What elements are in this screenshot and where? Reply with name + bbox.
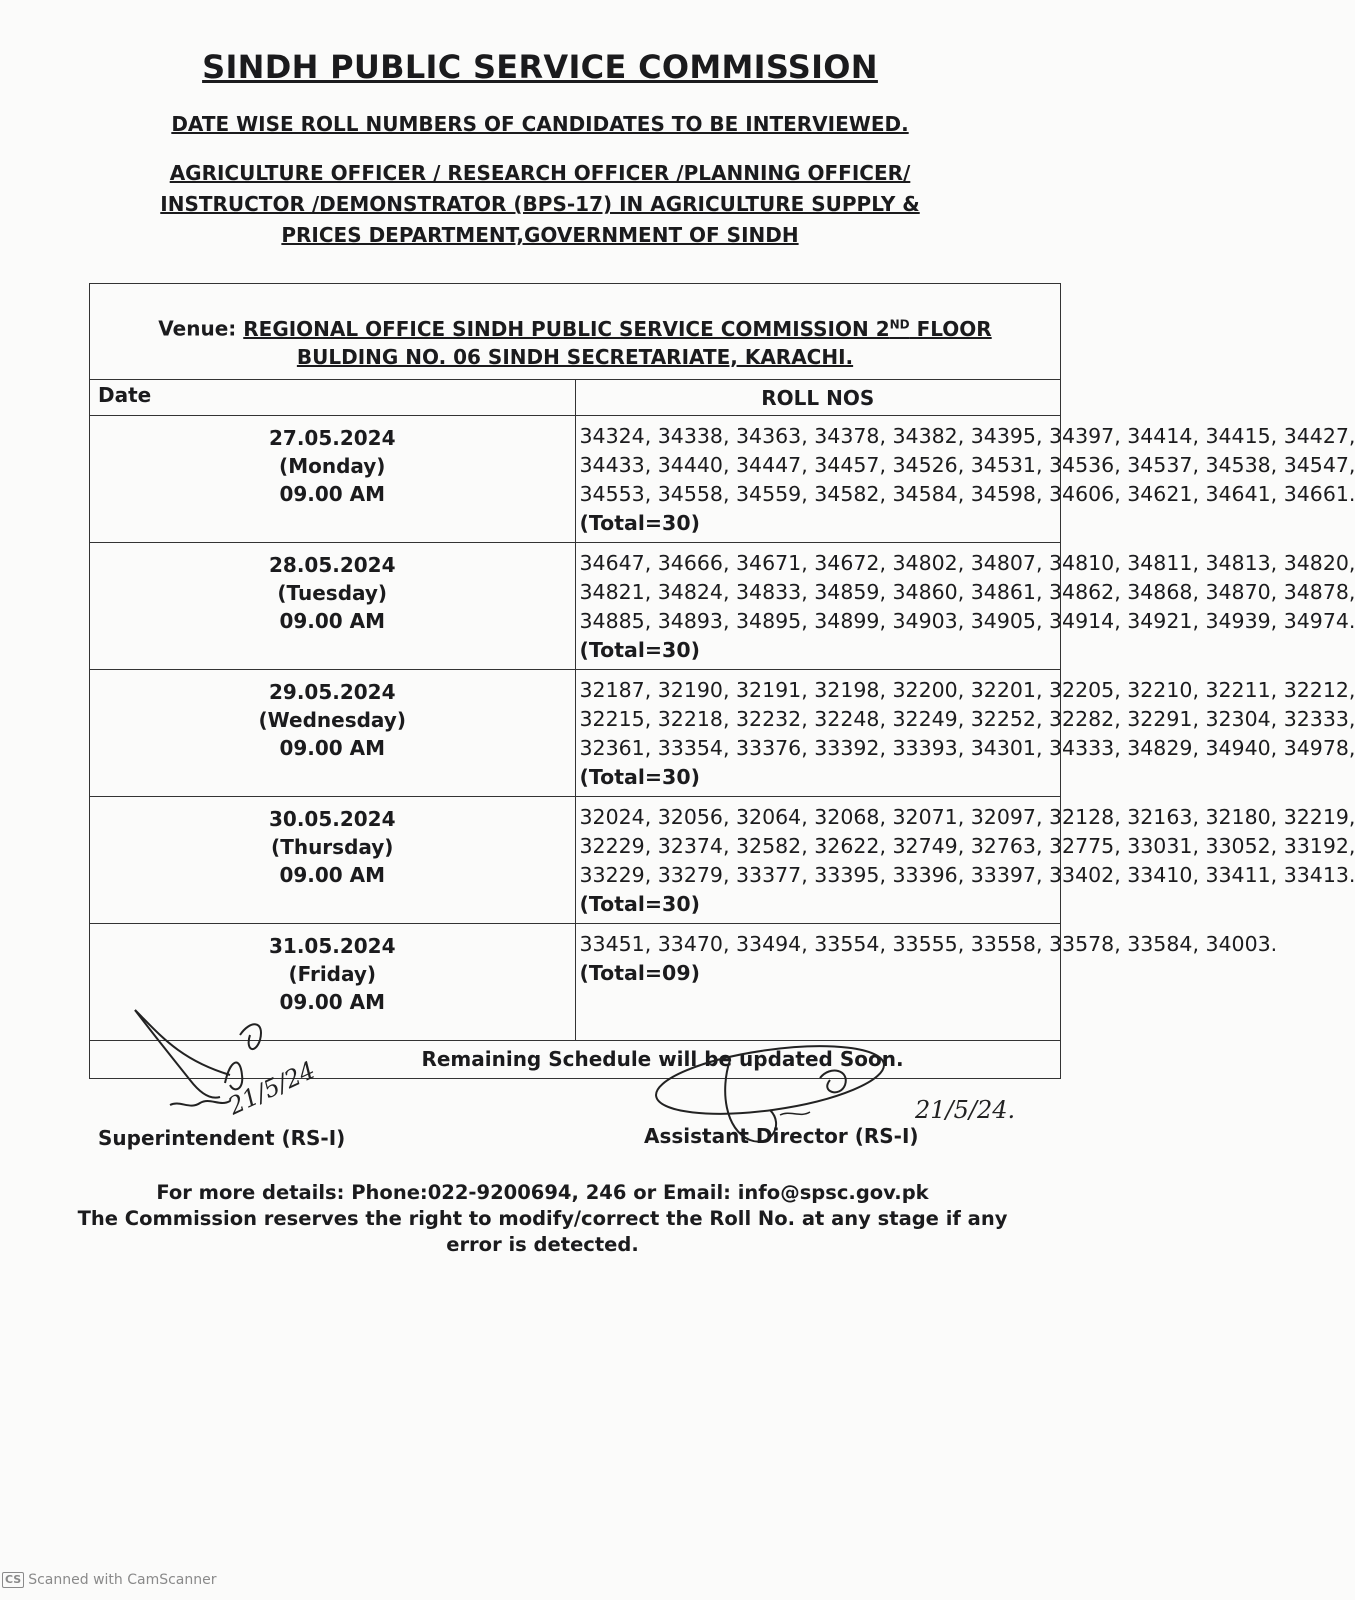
column-header-roll-nos: ROLL NOS [575,380,1061,416]
schedule-row [90,670,1061,797]
interview-schedule-table [89,283,1355,1079]
interview-time: 09.00 AM [279,482,386,506]
schedule-row [90,543,1061,670]
venue-line-1-sup: ND [889,317,910,331]
date-cell [90,543,576,670]
date-cell [90,797,576,924]
venue-label: Venue: [158,316,244,341]
roll-numbers-line: 33229, 33279, 33377, 33395, 33396, 33397, 33402, 33410, 33411, 33413. [579,863,1355,887]
interview-date: 28.05.2024 [268,553,396,577]
page-title: SINDH PUBLIC SERVICE COMMISSION [202,48,878,86]
roll-numbers-cell [575,924,1278,1041]
roll-numbers-line: 32024, 32056, 32064, 32068, 32071, 32097, 32128, 32163, 32180, 32219, [579,805,1355,829]
interview-day: (Wednesday) [258,708,406,732]
interview-time: 09.00 AM [279,863,386,887]
column-header-date: Date [90,380,576,416]
venue-line-1-end: FLOOR [909,316,992,341]
post-line-2: INSTRUCTOR /DEMONSTRATOR (BPS-17) IN AGRICULTURE SUPPLY & [160,192,920,216]
disclaimer-line-2: error is detected. [446,1233,639,1256]
assistant-director-label: Assistant Director (RS-I) [644,1124,919,1148]
camscanner-logo: CS [2,1572,24,1588]
contact-line: For more details: Phone:022-9200694, 246 or Email: info@spsc.gov.pk [156,1181,929,1204]
roll-numbers-line: 34647, 34666, 34671, 34672, 34802, 34807, 34810, 34811, 34813, 34820, [579,551,1355,575]
roll-numbers-line: 34885, 34893, 34895, 34899, 34903, 34905, 34914, 34921, 34939, 34974. [579,609,1355,633]
post-line-3: PRICES DEPARTMENT,GOVERNMENT OF SINDH [281,223,799,247]
disclaimer-line-1: The Commission reserves the right to modify/correct the Roll No. at any stage if any [77,1207,1008,1230]
interview-time: 09.00 AM [279,736,386,760]
total-count: (Total=09) [579,961,700,985]
schedule-row [90,416,1061,543]
venue-address-line-2: BULDING NO. 06 SINDH SECRETARIATE, KARACHI. [296,344,854,369]
roll-numbers-line: 32229, 32374, 32582, 32622, 32749, 32763, 32775, 33031, 33052, 33192, [579,834,1355,858]
venue-address-line-1 [243,317,991,341]
interview-day: (Monday) [279,454,386,478]
roll-numbers-cell [575,416,1355,543]
interview-date: 30.05.2024 [268,807,396,831]
schedule-rows [90,416,1355,1041]
note-text: Remaining Schedule will be updated Soon. [421,1047,904,1071]
total-count: (Total=30) [579,892,700,916]
interview-day: (Tuesday) [277,581,388,605]
camscanner-text: Scanned with CamScanner [28,1572,217,1588]
roll-numbers-line: 34324, 34338, 34363, 34378, 34382, 34395, 34397, 34414, 34415, 34427, [579,424,1355,448]
roll-numbers-line: 32187, 32190, 32191, 32198, 32200, 32201, 32205, 32210, 32211, 32212, [579,678,1355,702]
schedule-row [90,924,1061,1041]
interview-day: (Thursday) [271,835,394,859]
interview-time: 09.00 AM [279,609,386,633]
interview-date: 31.05.2024 [268,934,396,958]
roll-numbers-line: 33451, 33470, 33494, 33554, 33555, 33558, 33578, 33584, 34003. [579,932,1278,956]
interview-time: 09.00 AM [279,990,386,1014]
interview-date: 29.05.2024 [268,680,396,704]
roll-numbers-cell [575,543,1355,670]
roll-numbers-line: 34821, 34824, 34833, 34859, 34860, 34861, 34862, 34868, 34870, 34878, [579,580,1355,604]
venue-line-1-text: REGIONAL OFFICE SINDH PUBLIC SERVICE COMMISSION 2 [243,316,890,341]
roll-numbers-cell [575,670,1355,797]
svg-text:21/5/24: 21/5/24 [223,1055,320,1121]
venue-cell [90,284,1061,380]
page-subtitle: DATE WISE ROLL NUMBERS OF CANDIDATES TO BE INTERVIEWED. [171,112,909,136]
roll-numbers-line: 32215, 32218, 32232, 32248, 32249, 32252, 32282, 32291, 32304, 32333, [579,707,1355,731]
schedule-row [90,797,1061,924]
post-line-1: AGRICULTURE OFFICER / RESEARCH OFFICER /PLANNING OFFICER/ [169,161,911,185]
interview-day: (Friday) [288,962,377,986]
date-cell [90,670,576,797]
roll-numbers-line: 32361, 33354, 33376, 33392, 33393, 34301, 34333, 34829, 34940, 34978, [579,736,1355,760]
footer [0,1180,1085,1258]
interview-date: 27.05.2024 [268,426,396,450]
total-count: (Total=30) [579,638,700,662]
date-cell [90,416,576,543]
svg-text:21/5/24.: 21/5/24. [915,1096,1016,1124]
post-description [110,158,970,251]
total-count: (Total=30) [579,511,700,535]
roll-numbers-line: 34553, 34558, 34559, 34582, 34584, 34598, 34606, 34621, 34641, 34661. [579,482,1355,506]
remaining-schedule-note [90,1041,1061,1079]
camscanner-watermark [2,1572,217,1588]
date-cell [90,924,576,1041]
roll-numbers-line: 34433, 34440, 34447, 34457, 34526, 34531, 34536, 34537, 34538, 34547, [579,453,1355,477]
total-count: (Total=30) [579,765,700,789]
superintendent-label: Superintendent (RS-I) [98,1126,346,1150]
roll-numbers-cell [575,797,1355,924]
